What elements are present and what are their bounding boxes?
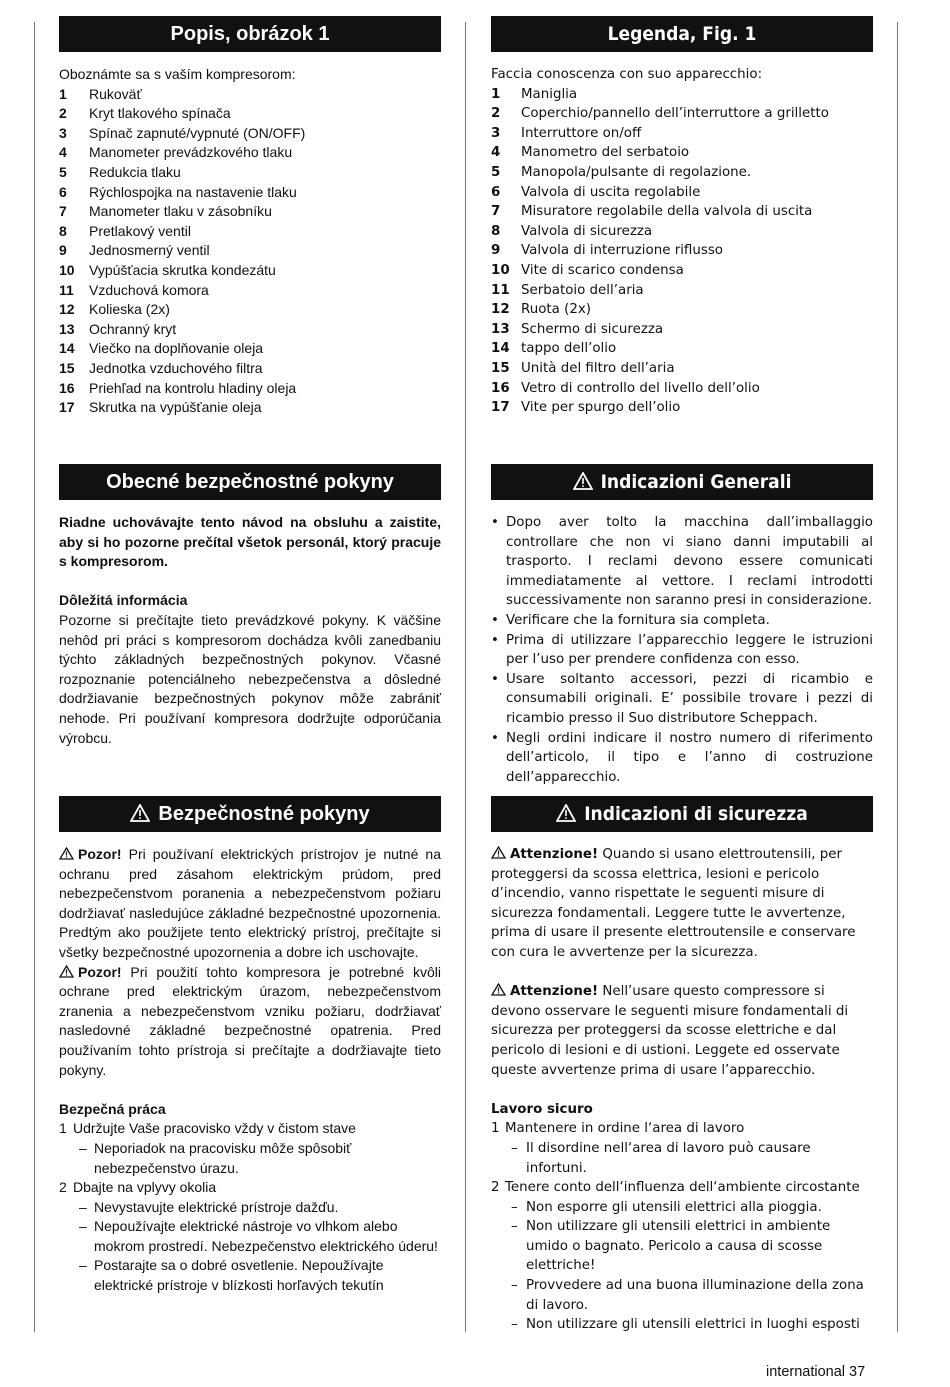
part-number: 16 — [59, 379, 75, 396]
list-item — [59, 183, 441, 203]
part-number: 14 — [491, 341, 510, 357]
important-info-heading: Dôležitá informácia — [59, 592, 188, 609]
warning-icon — [491, 983, 506, 996]
safe-work-item — [59, 1178, 441, 1198]
right-margin-line — [897, 22, 898, 1332]
part-label: Valvola di interruzione riflusso — [521, 243, 723, 259]
left-margin-line — [34, 22, 35, 1332]
part-number: 7 — [59, 203, 67, 220]
bullet-item — [491, 729, 873, 788]
list-item — [59, 320, 441, 340]
sub-item-text: Non utilizzare gli utensili elettrici in luoghi esposti — [526, 1317, 860, 1333]
bullet-item — [491, 513, 873, 611]
list-item — [59, 379, 441, 399]
part-number: 4 — [491, 145, 501, 161]
safe-work-item — [491, 1119, 873, 1139]
list-item — [491, 104, 873, 124]
part-label: Ochranný kryt — [89, 320, 177, 337]
bullet-text: Prima di utilizzare l’apparecchio leggere le istruzioni per l’uso per prendere confidenza con esso. — [506, 632, 873, 668]
warning-icon — [59, 847, 74, 860]
list-item — [59, 281, 441, 301]
warning-paragraph-1-it — [491, 845, 873, 963]
list-item — [491, 124, 873, 144]
part-number: 12 — [59, 301, 75, 318]
safe-work-item — [59, 1119, 441, 1139]
part-number: 4 — [59, 144, 67, 161]
part-label: Kryt tlakového spínača — [89, 105, 231, 122]
list-item — [59, 359, 441, 379]
bullet-icon: • — [491, 632, 499, 648]
warning-icon — [556, 804, 576, 822]
sub-item-text: Provvedere ad una buona illuminazione della zona di lavoro. — [526, 1278, 864, 1313]
part-label: Serbatoio dell’aria — [521, 282, 644, 298]
part-number: 8 — [59, 222, 67, 239]
dash-icon: – — [511, 1140, 518, 1156]
section-header-legend: Legenda, Fig. 1 — [491, 16, 873, 52]
warning-icon — [491, 846, 506, 859]
dash-icon: – — [79, 1139, 87, 1156]
part-label: Vzduchová komora — [89, 281, 209, 298]
list-item — [491, 320, 873, 340]
list-item — [59, 143, 441, 163]
part-label: Manometro del serbatoio — [521, 145, 690, 161]
sub-item-text: Non utilizzare gli utensili elettrici in ambiente umido o bagnato. Pericolo a causa di scosse elettriche! — [526, 1219, 831, 1274]
parts-intro-it: Faccia conoscenza con suo apparecchio: — [491, 67, 763, 82]
safety-block-it — [491, 845, 873, 1335]
sub-item — [59, 1256, 441, 1295]
warning-label: Attenzione! — [510, 847, 599, 862]
part-label: Jednotka vzduchového filtra — [89, 359, 263, 376]
warning-paragraph-1 — [59, 845, 441, 963]
part-label: Rukoväť — [89, 85, 142, 102]
item-number: 1 — [59, 1120, 67, 1137]
item-text: Dbajte na vplyvy okolia — [73, 1179, 217, 1196]
warning-icon — [59, 965, 74, 978]
safe-work-heading: Bezpečná práca — [59, 1100, 166, 1117]
bullet-item — [491, 670, 873, 729]
dash-icon: – — [79, 1218, 87, 1235]
list-item — [59, 398, 441, 418]
part-number: 10 — [491, 262, 510, 278]
warning-label: Pozor! — [78, 846, 122, 862]
part-number: 9 — [491, 243, 501, 259]
part-label: Spínač zapnuté/vypnuté (ON/OFF) — [89, 124, 306, 141]
warning-paragraph-2 — [59, 963, 441, 1081]
part-label: Maniglia — [521, 86, 578, 102]
bullet-text: Dopo aver tolto la macchina dall’imballaggio controllare che non vi siano danni imputabili al trasporto. I reclami devono essere comunicati immediatamente al vettore. I reclami introdotti successivamente non saranno presi in considerazione. — [506, 515, 873, 609]
dash-icon: – — [511, 1317, 518, 1333]
section-header-safety: Bezpečnostné pokyny — [59, 796, 441, 832]
section-header-general-safety: Obecné bezpečnostné pokyny — [59, 464, 441, 500]
item-text: Tenere conto dell‘influenza dell‘ambiente circostante — [505, 1180, 860, 1196]
part-label: Schermo di sicurezza — [521, 321, 664, 337]
center-divider-line — [465, 22, 466, 1332]
part-number: 13 — [491, 321, 510, 337]
part-label: Kolieska (2x) — [89, 301, 170, 318]
sub-item — [59, 1217, 441, 1256]
sub-item-text: Nepoužívajte elektrické nástroje vo vlhkom alebo mokrom prostredí. Nebezpečenstvo elektrického úderu! — [94, 1218, 438, 1254]
parts-list — [59, 85, 441, 418]
list-item — [491, 261, 873, 281]
list-item — [491, 398, 873, 418]
sub-item — [491, 1217, 873, 1276]
part-label: Skrutka na vypúšťanie oleja — [89, 399, 262, 416]
part-number: 15 — [491, 360, 510, 376]
general-safety-block — [59, 513, 441, 748]
dash-icon: – — [511, 1278, 518, 1294]
part-label: Valvola di uscita regolabile — [521, 184, 701, 200]
part-label: Ruota (2x) — [521, 302, 591, 318]
part-number: 13 — [59, 320, 75, 337]
part-number: 15 — [59, 359, 75, 376]
sub-item — [491, 1139, 873, 1178]
part-label: Vypúšťacia skrutka kondezátu — [89, 261, 276, 278]
safe-work-list-it — [491, 1119, 873, 1335]
dash-icon: – — [511, 1199, 518, 1215]
part-label: Unità del filtro dell’aria — [521, 360, 675, 376]
part-number: 1 — [59, 85, 67, 102]
sub-item — [59, 1139, 441, 1178]
list-item — [59, 339, 441, 359]
list-item — [491, 163, 873, 183]
part-label: Jednosmerný ventil — [89, 242, 210, 259]
item-number: 2 — [59, 1179, 67, 1196]
part-label: Priehľad na kontrolu hladiny oleja — [89, 379, 297, 396]
part-number: 17 — [59, 399, 75, 416]
part-number: 3 — [59, 124, 67, 141]
warning-icon — [573, 472, 593, 490]
part-number: 9 — [59, 242, 67, 259]
part-label: Manopola/pulsante di regolazione. — [521, 164, 752, 180]
list-item — [491, 183, 873, 203]
part-label: Vite per spurgo dell’olio — [521, 400, 681, 416]
item-number: 1 — [491, 1121, 500, 1137]
warning-icon — [130, 804, 150, 822]
list-item — [59, 85, 441, 105]
parts-intro: Oboznámte sa s vaším kompresorom: — [59, 66, 296, 82]
bullet-icon: • — [491, 515, 499, 530]
bullet-item — [491, 631, 873, 670]
warning-text: Quando si usano elettroutensili, per proteggersi da scossa elettrica, lesioni e pericolo d’incendio, vanno rispettate le seguenti misure di sicurezza fondamentali. Leggere tutte le avvertenze, prima di usare il presente elettroutensile e conservare con cura le avvertenze per la sicurezza. — [491, 847, 856, 960]
part-number: 6 — [59, 183, 67, 200]
part-number: 14 — [59, 340, 75, 357]
sub-item — [491, 1276, 873, 1315]
list-item — [59, 124, 441, 144]
list-item — [491, 359, 873, 379]
part-number: 12 — [491, 302, 510, 318]
part-number: 11 — [59, 281, 74, 298]
warning-label: Attenzione! — [510, 984, 599, 1000]
part-label: Valvola di sicurezza — [521, 223, 653, 239]
safety-block — [59, 845, 441, 1296]
sub-item-text: Il disordine nell‘area di lavoro può causare infortuni. — [526, 1140, 811, 1176]
dash-icon: – — [511, 1219, 518, 1235]
bullet-text: Verificare che la fornitura sia completa. — [506, 612, 770, 628]
part-label: Pretlakový ventil — [89, 222, 191, 239]
section-header-safety-it: Indicazioni di sicurezza — [491, 796, 873, 832]
part-number: 16 — [491, 380, 510, 396]
list-item — [491, 85, 873, 105]
bullet-icon: • — [491, 671, 499, 687]
part-number: 3 — [491, 125, 501, 141]
section-header-general-indications: Indicazioni Generali — [491, 464, 873, 500]
list-item — [491, 339, 873, 359]
list-item — [491, 202, 873, 222]
part-number: 6 — [491, 184, 501, 200]
list-item — [491, 222, 873, 242]
item-number: 2 — [491, 1180, 500, 1196]
bullet-text: Usare soltanto accessori, pezzi di ricambio e consumabili originali. E’ possibile trovare i pezzi di ricambio presso il Suo distributore Scheppach. — [506, 671, 873, 726]
part-label: Vetro di controllo del livello dell’olio — [521, 380, 760, 396]
part-label: Redukcia tlaku — [89, 163, 181, 180]
list-item — [491, 143, 873, 163]
part-label: Vite di scarico condensa — [521, 262, 684, 278]
part-label: Manometer prevádzkového tlaku — [89, 144, 293, 161]
list-item — [59, 300, 441, 320]
part-label: tappo dell’olio — [521, 341, 617, 357]
sub-item — [59, 1198, 441, 1218]
list-item — [491, 241, 873, 261]
general-safety-bold-note: Riadne uchovávajte tento návod na obsluhu a zaistite, aby si ho pozorne prečítal všetok personál, ktorý pracuje s kompresorom. — [59, 514, 441, 570]
list-item — [491, 379, 873, 399]
item-text: Udržujte Vaše pracovisko vždy v čistom stave — [73, 1120, 356, 1137]
part-label: Viečko na doplňovanie oleja — [89, 340, 264, 357]
section-header-description: Popis, obrázok 1 — [59, 16, 441, 52]
bullet-item — [491, 611, 873, 631]
sub-item-text: Postarajte sa o dobré osvetlenie. Nepoužívajte elektrické prístroje v blízkosti horľavých tekutín — [94, 1257, 384, 1294]
list-item — [59, 241, 441, 261]
part-label: Interruttore on/off — [521, 125, 642, 141]
part-number: 17 — [491, 400, 510, 416]
parts-list-it — [491, 85, 873, 418]
warning-label: Pozor! — [78, 963, 122, 980]
sub-item-text: Nevystavujte elektrické prístroje dažďu. — [94, 1198, 339, 1215]
general-indications-list — [491, 513, 873, 787]
list-item — [59, 261, 441, 281]
part-label: Misuratore regolabile della valvola di uscita — [521, 204, 813, 220]
sub-item-text: Non esporre gli utensili elettrici alla pioggia. — [526, 1199, 822, 1215]
part-number: 2 — [491, 106, 501, 122]
part-number: 2 — [59, 105, 67, 122]
warning-text: Pri použití tohto kompresora je potrebné kvôli ochrane pred elektrickým úrazom, nebezpečenstvom zranenia a nebezpečenstvom vzniku požiaru, dodržiavať nasledovné základné bezpečnostné opatrenia. Pred používaním tohto prístroja si prečítajte a dodržiavajte tieto pokyny. — [59, 963, 441, 1078]
safe-work-item — [491, 1178, 873, 1198]
part-number: 5 — [491, 164, 501, 180]
bullet-text: Negli ordini indicare il nostro numero di riferimento dell’articolo, il tipo e l’anno di costruzione dell’apparecchio. — [506, 730, 873, 785]
sub-item — [491, 1315, 873, 1335]
list-item — [59, 222, 441, 242]
sub-item — [491, 1198, 873, 1218]
list-item — [59, 104, 441, 124]
part-number: 10 — [59, 261, 75, 278]
part-label: Coperchio/pannello dell’interruttore a grilletto — [521, 106, 829, 122]
part-number: 7 — [491, 204, 501, 220]
dash-icon: – — [79, 1257, 87, 1274]
list-item — [491, 281, 873, 301]
bullet-icon: • — [491, 730, 499, 746]
warning-paragraph-2-it — [491, 982, 873, 1080]
sub-item-text: Neporiadok na pracovisku môže spôsobiť nebezpečenstvo úrazu. — [94, 1139, 352, 1176]
part-label: Rýchlospojka na nastavenie tlaku — [89, 183, 297, 200]
safe-work-heading-it: Lavoro sicuro — [491, 1101, 593, 1117]
list-item — [59, 163, 441, 183]
dash-icon: – — [79, 1198, 87, 1215]
bullet-icon: • — [491, 612, 499, 628]
part-number: 11 — [491, 282, 510, 298]
warning-text: Pri používaní elektrických prístrojov je nutné na ochranu pred zásahom elektrickým prúdom, pred nebezpečenstvom poranenia a nebezpečenstvom požiaru dodržiavať nasledujúce základné bezpečnostné upozornenia. Predtým ako použijete tento elektrický prístroj, prečítajte si všetky bezpečnostné upozornenia a dobre ich uschovajte. — [59, 846, 441, 960]
safe-work-list — [59, 1119, 441, 1295]
list-item — [59, 202, 441, 222]
part-number: 1 — [491, 86, 501, 102]
page-footer: international 37 — [766, 1364, 866, 1380]
part-number: 5 — [59, 163, 67, 180]
list-item — [491, 300, 873, 320]
warning-text: Nell’usare questo compressore si devono osservare le seguenti misure fondamentali di sicurezza per proteggersi da scosse elettriche e dal pericolo di lesioni e di ustioni. Leggete ed osservate queste avvertenze prima di usare l’apparecchio. — [491, 984, 849, 1078]
important-info-text: Pozorne si prečítajte tieto prevádzkové pokyny. K väčšine nehôd pri práci s kompresorom dochádza kvôli zanedbaniu týchto základných bezpečnostných pokynov. Včasné rozpoznanie potenciálneho nebezpečenstva a dôsledné dodržiavanie bezpečnostných pokynov môže zabrániť nehode. Pri používaní kompresora dodržujte odporúčania výrobcu. — [59, 611, 441, 746]
part-label: Manometer tlaku v zásobníku — [89, 203, 272, 220]
part-number: 8 — [491, 223, 501, 239]
item-text: Mantenere in ordine l‘area di lavoro — [505, 1121, 745, 1137]
